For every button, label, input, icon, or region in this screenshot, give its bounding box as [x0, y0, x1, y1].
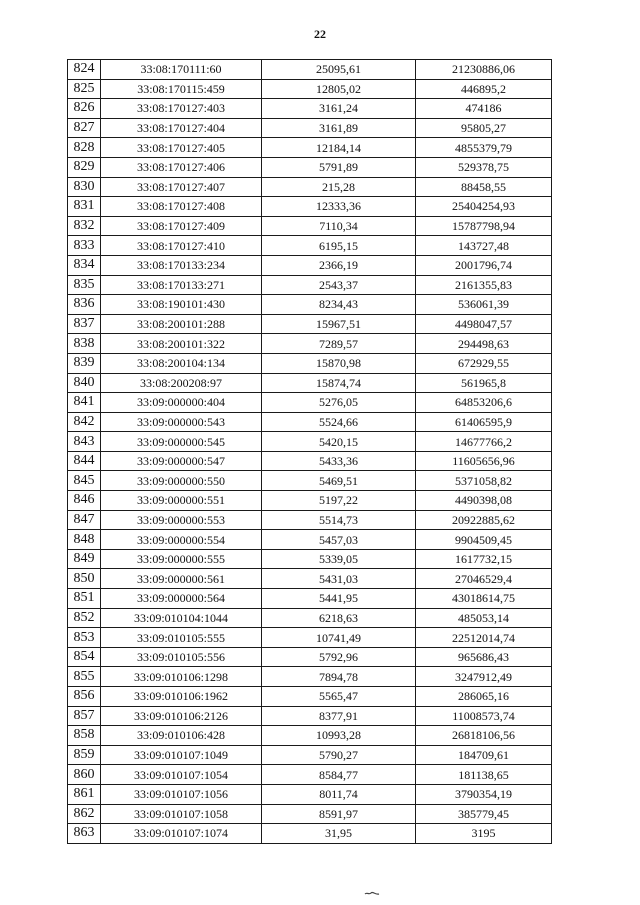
table-row — [68, 784, 552, 804]
table-row — [68, 314, 552, 334]
table-row — [68, 569, 552, 589]
cadastral-cost: 181138,65 — [416, 765, 552, 785]
table-row — [68, 765, 552, 785]
area-value: 3161,24 — [262, 99, 416, 119]
row-number: 853 — [68, 628, 101, 648]
row-number: 845 — [68, 471, 101, 491]
area-value: 10741,49 — [262, 628, 416, 648]
cadastral-cost: 474186 — [416, 99, 552, 119]
cadastral-number: 33:08:170127:410 — [101, 236, 262, 256]
cadastral-number: 33:09:000000:561 — [101, 569, 262, 589]
area-value: 8584,77 — [262, 765, 416, 785]
table-row — [68, 824, 552, 844]
area-value: 25095,61 — [262, 60, 416, 80]
area-value: 15967,51 — [262, 314, 416, 334]
cadastral-cost: 11605656,96 — [416, 451, 552, 471]
area-value: 5441,95 — [262, 589, 416, 609]
row-number: 836 — [68, 295, 101, 315]
area-value: 5469,51 — [262, 471, 416, 491]
cadastral-number: 33:09:010107:1056 — [101, 784, 262, 804]
row-number: 824 — [68, 60, 101, 80]
cadastral-cost: 25404254,93 — [416, 197, 552, 217]
cadastral-cost: 27046529,4 — [416, 569, 552, 589]
area-value: 31,95 — [262, 824, 416, 844]
row-number: 848 — [68, 530, 101, 550]
area-value: 10993,28 — [262, 726, 416, 746]
area-value: 5514,73 — [262, 510, 416, 530]
table-row — [68, 353, 552, 373]
area-value: 7289,57 — [262, 334, 416, 354]
cadastral-number: 33:08:170127:407 — [101, 177, 262, 197]
area-value: 5791,89 — [262, 157, 416, 177]
cadastral-cost: 20922885,62 — [416, 510, 552, 530]
row-number: 849 — [68, 549, 101, 569]
table-row — [68, 60, 552, 80]
table-row — [68, 275, 552, 295]
cadastral-cost: 561965,8 — [416, 373, 552, 393]
table-row — [68, 79, 552, 99]
table-row — [68, 99, 552, 119]
cadastral-cost: 672929,55 — [416, 353, 552, 373]
area-value: 12805,02 — [262, 79, 416, 99]
area-value: 5197,22 — [262, 491, 416, 511]
area-value: 215,28 — [262, 177, 416, 197]
row-number: 827 — [68, 118, 101, 138]
table-row — [68, 804, 552, 824]
area-value: 15870,98 — [262, 353, 416, 373]
cadastral-number: 33:09:010106:1298 — [101, 667, 262, 687]
row-number: 862 — [68, 804, 101, 824]
cadastral-cost: 15787798,94 — [416, 216, 552, 236]
table-row — [68, 687, 552, 707]
cadastral-number: 33:08:200208:97 — [101, 373, 262, 393]
row-number: 852 — [68, 608, 101, 628]
area-value: 8011,74 — [262, 784, 416, 804]
area-value: 5565,47 — [262, 687, 416, 707]
table-row — [68, 726, 552, 746]
table-body — [68, 60, 552, 844]
cadastral-cost: 9904509,45 — [416, 530, 552, 550]
cadastral-cost: 294498,63 — [416, 334, 552, 354]
table-row — [68, 373, 552, 393]
row-number: 858 — [68, 726, 101, 746]
table-row — [68, 608, 552, 628]
row-number: 859 — [68, 745, 101, 765]
cadastral-number: 33:08:190101:430 — [101, 295, 262, 315]
row-number: 825 — [68, 79, 101, 99]
cadastral-number: 33:09:000000:404 — [101, 393, 262, 413]
row-number: 838 — [68, 334, 101, 354]
cadastral-number: 33:09:010107:1049 — [101, 745, 262, 765]
cadastral-cost: 4498047,57 — [416, 314, 552, 334]
row-number: 844 — [68, 451, 101, 471]
table-row — [68, 393, 552, 413]
cadastral-number: 33:09:010105:555 — [101, 628, 262, 648]
table-row — [68, 334, 552, 354]
row-number: 850 — [68, 569, 101, 589]
area-value: 2366,19 — [262, 255, 416, 275]
cadastral-cost: 4855379,79 — [416, 138, 552, 158]
cadastral-number: 33:09:000000:547 — [101, 451, 262, 471]
cadastral-number: 33:09:000000:551 — [101, 491, 262, 511]
table-row — [68, 628, 552, 648]
area-value: 15874,74 — [262, 373, 416, 393]
row-number: 826 — [68, 99, 101, 119]
cadastral-number: 33:08:170133:234 — [101, 255, 262, 275]
area-value: 5276,05 — [262, 393, 416, 413]
cadastral-cost: 95805,27 — [416, 118, 552, 138]
row-number: 831 — [68, 197, 101, 217]
cadastral-cost: 143727,48 — [416, 236, 552, 256]
cadastral-cost: 3247912,49 — [416, 667, 552, 687]
cadastral-number: 33:08:170127:403 — [101, 99, 262, 119]
table-row — [68, 432, 552, 452]
area-value: 8234,43 — [262, 295, 416, 315]
cadastral-cost: 14677766,2 — [416, 432, 552, 452]
cadastral-number: 33:09:010107:1054 — [101, 765, 262, 785]
row-number: 847 — [68, 510, 101, 530]
table-row — [68, 177, 552, 197]
area-value: 7894,78 — [262, 667, 416, 687]
cadastral-number: 33:08:170127:409 — [101, 216, 262, 236]
cadastral-number: 33:09:000000:564 — [101, 589, 262, 609]
cadastral-number: 33:09:000000:550 — [101, 471, 262, 491]
cadastral-number: 33:08:200101:322 — [101, 334, 262, 354]
row-number: 837 — [68, 314, 101, 334]
cadastral-cost: 11008573,74 — [416, 706, 552, 726]
cadastral-cost: 43018614,75 — [416, 589, 552, 609]
table-row — [68, 118, 552, 138]
cadastral-cost: 286065,16 — [416, 687, 552, 707]
cadastral-cost: 965686,43 — [416, 647, 552, 667]
row-number: 834 — [68, 255, 101, 275]
row-number: 861 — [68, 784, 101, 804]
cadastral-cost: 21230886,06 — [416, 60, 552, 80]
area-value: 3161,89 — [262, 118, 416, 138]
cadastral-number: 33:08:170127:408 — [101, 197, 262, 217]
area-value: 5457,03 — [262, 530, 416, 550]
row-number: 830 — [68, 177, 101, 197]
area-value: 8591,97 — [262, 804, 416, 824]
cadastral-number: 33:09:010107:1074 — [101, 824, 262, 844]
row-number: 846 — [68, 491, 101, 511]
margin-mark — [364, 891, 380, 896]
cadastral-number: 33:08:200104:134 — [101, 353, 262, 373]
land-registry-table — [67, 59, 552, 844]
table-row — [68, 197, 552, 217]
cadastral-number: 33:09:010106:428 — [101, 726, 262, 746]
cadastral-number: 33:08:170111:60 — [101, 60, 262, 80]
table-row — [68, 667, 552, 687]
row-number: 843 — [68, 432, 101, 452]
table-row — [68, 451, 552, 471]
cadastral-cost: 22512014,74 — [416, 628, 552, 648]
table-row — [68, 216, 552, 236]
cadastral-cost: 2001796,74 — [416, 255, 552, 275]
cadastral-cost: 26818106,56 — [416, 726, 552, 746]
row-number: 863 — [68, 824, 101, 844]
cadastral-cost: 2161355,83 — [416, 275, 552, 295]
cadastral-cost: 536061,39 — [416, 295, 552, 315]
area-value: 12184,14 — [262, 138, 416, 158]
table-row — [68, 589, 552, 609]
cadastral-number: 33:08:170127:406 — [101, 157, 262, 177]
area-value: 12333,36 — [262, 197, 416, 217]
cadastral-number: 33:08:170127:405 — [101, 138, 262, 158]
table-row — [68, 647, 552, 667]
table-row — [68, 510, 552, 530]
row-number: 854 — [68, 647, 101, 667]
cadastral-cost: 529378,75 — [416, 157, 552, 177]
cadastral-cost: 64853206,6 — [416, 393, 552, 413]
cadastral-cost: 1617732,15 — [416, 549, 552, 569]
row-number: 839 — [68, 353, 101, 373]
cadastral-number: 33:09:010107:1058 — [101, 804, 262, 824]
table-row — [68, 138, 552, 158]
row-number: 851 — [68, 589, 101, 609]
area-value: 5433,36 — [262, 451, 416, 471]
cadastral-cost: 5371058,82 — [416, 471, 552, 491]
area-value: 6218,63 — [262, 608, 416, 628]
cadastral-cost: 385779,45 — [416, 804, 552, 824]
cadastral-number: 33:09:010106:1962 — [101, 687, 262, 707]
cadastral-cost: 3195 — [416, 824, 552, 844]
row-number: 857 — [68, 706, 101, 726]
row-number: 856 — [68, 687, 101, 707]
area-value: 5792,96 — [262, 647, 416, 667]
row-number: 835 — [68, 275, 101, 295]
cadastral-number: 33:09:000000:554 — [101, 530, 262, 550]
cadastral-cost: 184709,61 — [416, 745, 552, 765]
table-row — [68, 412, 552, 432]
row-number: 828 — [68, 138, 101, 158]
table-row — [68, 236, 552, 256]
cadastral-number: 33:09:010105:556 — [101, 647, 262, 667]
cadastral-number: 33:09:000000:555 — [101, 549, 262, 569]
cadastral-number: 33:09:000000:553 — [101, 510, 262, 530]
cadastral-number: 33:08:170133:271 — [101, 275, 262, 295]
row-number: 840 — [68, 373, 101, 393]
row-number: 841 — [68, 393, 101, 413]
row-number: 832 — [68, 216, 101, 236]
table-row — [68, 471, 552, 491]
area-value: 5524,66 — [262, 412, 416, 432]
row-number: 829 — [68, 157, 101, 177]
table-row — [68, 255, 552, 275]
area-value: 5420,15 — [262, 432, 416, 452]
cadastral-cost: 88458,55 — [416, 177, 552, 197]
table-row — [68, 491, 552, 511]
table-row — [68, 706, 552, 726]
cadastral-number: 33:09:000000:545 — [101, 432, 262, 452]
cadastral-cost: 4490398,08 — [416, 491, 552, 511]
cadastral-number: 33:08:170127:404 — [101, 118, 262, 138]
row-number: 842 — [68, 412, 101, 432]
row-number: 855 — [68, 667, 101, 687]
cadastral-number: 33:08:170115:459 — [101, 79, 262, 99]
cadastral-number: 33:08:200101:288 — [101, 314, 262, 334]
cadastral-number: 33:09:000000:543 — [101, 412, 262, 432]
table-row — [68, 549, 552, 569]
cadastral-cost: 485053,14 — [416, 608, 552, 628]
area-value: 5790,27 — [262, 745, 416, 765]
area-value: 7110,34 — [262, 216, 416, 236]
row-number: 860 — [68, 765, 101, 785]
cadastral-cost: 446895,2 — [416, 79, 552, 99]
cadastral-number: 33:09:010104:1044 — [101, 608, 262, 628]
row-number: 833 — [68, 236, 101, 256]
area-value: 8377,91 — [262, 706, 416, 726]
page-number: 22 — [314, 27, 326, 41]
area-value: 2543,37 — [262, 275, 416, 295]
table-row — [68, 157, 552, 177]
area-value: 6195,15 — [262, 236, 416, 256]
area-value: 5431,03 — [262, 569, 416, 589]
cadastral-cost: 3790354,19 — [416, 784, 552, 804]
cadastral-cost: 61406595,9 — [416, 412, 552, 432]
table-row — [68, 295, 552, 315]
cadastral-number: 33:09:010106:2126 — [101, 706, 262, 726]
table-row — [68, 530, 552, 550]
table-row — [68, 745, 552, 765]
area-value: 5339,05 — [262, 549, 416, 569]
